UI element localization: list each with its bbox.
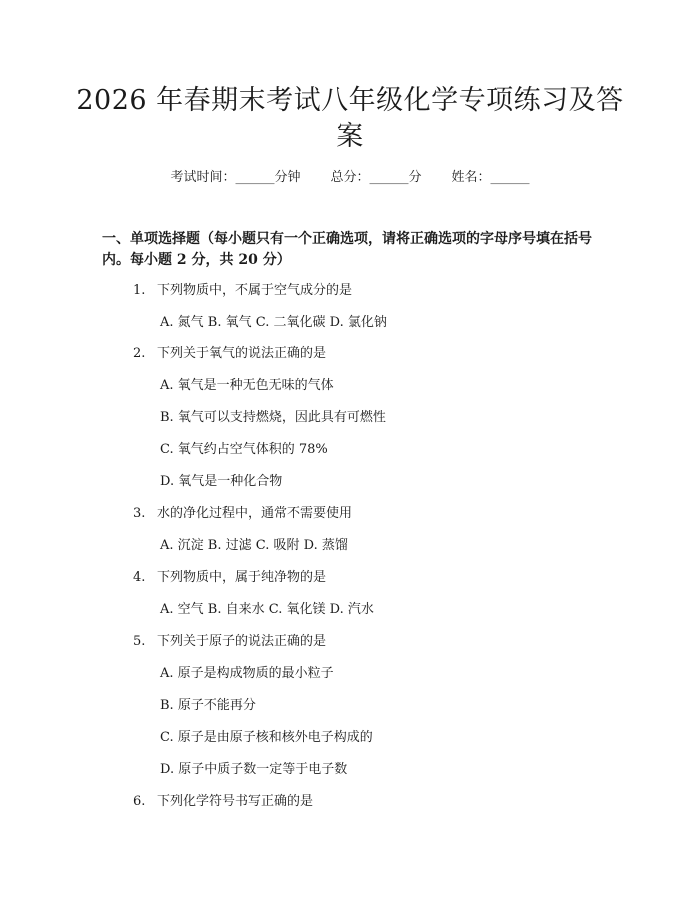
question-2-option-a: A. 氧气是一种无色无味的气体 [160, 378, 334, 393]
question-6 [133, 793, 313, 811]
question-text: 水的净化过程中，通常不需要使用 [157, 506, 353, 521]
question-3-options: A. 沉淀 B. 过滤 C. 吸附 D. 蒸馏 [160, 538, 348, 553]
question-5-option-d: D. 原子中质子数一定等于电子数 [160, 762, 348, 777]
exam-time-label: 考试时间：______分钟 [170, 170, 301, 185]
question-number: 4. [133, 570, 146, 585]
question-text: 下列关于氧气的说法正确的是 [157, 346, 327, 361]
total-score-label: 总分：______分 [330, 170, 422, 185]
question-text: 下列物质中，属于纯净物的是 [157, 570, 327, 585]
section-heading-line1: 一、单项选择题（每小题只有一个正确选项，请将正确选项的字母序号填在括号 [102, 231, 592, 247]
question-1-options: A. 氮气 B. 氧气 C. 二氧化碳 D. 氯化钠 [160, 315, 387, 330]
name-label: 姓名：______ [451, 170, 530, 185]
question-number: 3. [133, 506, 146, 521]
question-5-option-c: C. 原子是由原子核和核外电子构成的 [160, 730, 373, 745]
section-heading-line2: 内。每小题 2 分，共 20 分） [102, 252, 291, 268]
question-3 [133, 505, 352, 523]
question-number: 2. [133, 346, 146, 361]
exam-info [0, 169, 700, 187]
question-4 [133, 569, 326, 587]
question-2 [133, 345, 326, 363]
question-text: 下列物质中，不属于空气成分的是 [157, 283, 353, 298]
question-2-option-d: D. 氧气是一种化合物 [160, 474, 283, 489]
question-text: 下列化学符号书写正确的是 [157, 794, 314, 809]
question-5-option-b: B. 原子不能再分 [160, 698, 256, 713]
page-title-line2: 案 [336, 121, 364, 152]
page-title-line1: 2026 年春期末考试八年级化学专项练习及答 [76, 85, 624, 116]
question-2-option-c: C. 氧气约占空气体积的 78% [160, 442, 328, 457]
question-number: 1. [133, 283, 146, 298]
question-5 [133, 633, 326, 651]
question-number: 6. [133, 794, 146, 809]
question-2-option-b: B. 氧气可以支持燃烧，因此具有可燃性 [160, 410, 386, 425]
question-text: 下列关于原子的说法正确的是 [157, 634, 327, 649]
question-5-option-a: A. 原子是构成物质的最小粒子 [160, 666, 334, 681]
question-4-options: A. 空气 B. 自来水 C. 氧化镁 D. 汽水 [160, 602, 374, 617]
question-1 [133, 282, 352, 300]
question-number: 5. [133, 634, 146, 649]
